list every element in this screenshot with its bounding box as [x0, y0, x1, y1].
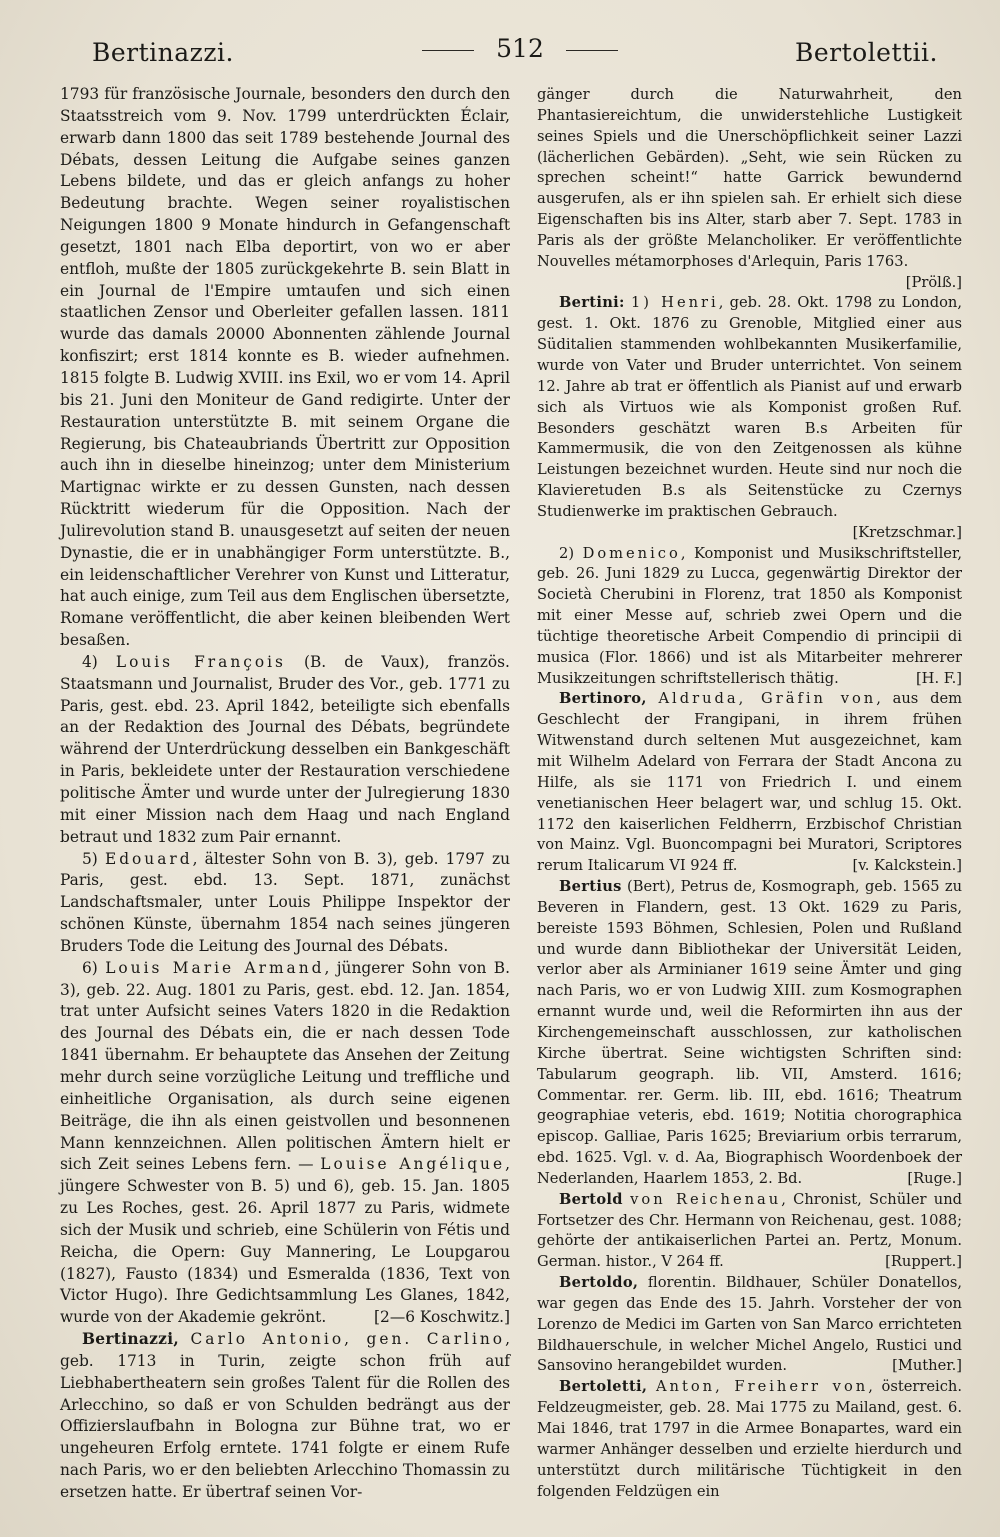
entry-number: 5): [82, 849, 98, 868]
header-right-catchword: Bertolettii.: [794, 38, 938, 67]
entry-number: 2): [559, 544, 575, 562]
entry-lemma: Bertinoro,: [559, 690, 647, 708]
entry-edouard: [60, 849, 510, 958]
entry-name: Anton, Freiherr von: [655, 1378, 869, 1396]
author-signature: [Ruppert.]: [885, 1253, 962, 1271]
entry-bertinazzi: [60, 1329, 510, 1504]
author-signature: [Kretzschmar.]: [852, 523, 962, 541]
entry-name: Aldruda, Gräfin von: [658, 690, 877, 708]
entry-name: Edouard: [104, 849, 193, 868]
entry-name: Carlo Antonio, gen. Carlino: [190, 1330, 506, 1349]
entry-text: (B. de Vaux), französ. Staatsmann und Journalist, Bruder des Vor., geb. 1771 zu Paris, gest. ebd. 23. April 1842, beteiligte sich ebenfalls an der Redaktion des Journal des Débats, begründete während der Unterdrückung desselben ein Bankgeschäft in Paris, bekleidete unter der Restauration verschiedene politische Ämter und wurde unter der Julregierung 1830 mit einer Mission nach dem Haag und nach England betraut und 1832 zum Pair ernannt.: [60, 652, 510, 846]
author-signature: [Muther.]: [892, 1357, 962, 1375]
entry-louis-francois: [60, 652, 510, 849]
entry-text: , geb. 28. Okt. 1798 zu London, gest. 1. Okt. 1876 zu Grenoble, Mitglied einer aus Süditalien stammenden wohlbekannten Musikerfamilie, wurde von Vater und Bruder unterrichtet. Von seinem 12. Jahre ab trat er öffentlich als Pianist auf und erwarb sich als Virtuos wie als Komponist großen Ruf. Besonders geschätzt waren B.s Arbeiten für Kammermusik, die von den Zeitgenossen als kühne Leistungen bezeichnet wurden. Heute sind nur noch die Klavieretuden B.s als Seitenstücke zu Czernys Studienwerke im praktischen Gebrauch.: [537, 294, 962, 520]
entry-text: (Bert), Petrus de, Kosmograph, geb. 1565 zu Beveren in Flandern, gest. 13 Okt. 1629 zu Paris, bereiste 1593 Böhmen, Schlesien, Polen und Rußland und wurde dann Bibliothekar der Universität Leiden, verlor aber als Arminianer 1619 seine Ämter und ging nach Paris, wo er von Ludwig XIII. zum Kosmographen ernannt wurde und, weil die Reformirten ihn aus der Kirchengemeinschaft ausschlossen, zur katholischen Kirche übertrat. Seine wichtigsten Schriften sind: Tabularum geograph. lib. VII, Amsterd. 1616; Commentar. rer. Germ. lib. III, ebd. 1616; Theatrum geographiae veteris, ebd. 1619; Notitia chorographica episcop. Galliae, Paris 1625; Breviarium orbis terrarum, ebd. 1625. Vgl. v. d. Aa, Biographisch Woordenboek der Nederlanden, Haarlem 1853, 2. Bd.: [537, 878, 962, 1187]
author-signature: [H. F.]: [915, 669, 962, 687]
entry-name: Louis François: [115, 652, 286, 671]
right-column: [537, 85, 962, 1502]
entry-bertold: [537, 1190, 962, 1273]
left-column: [60, 84, 510, 1504]
entry-text: , ältester Sohn von B. 3), geb. 1797 zu Paris, gest. ebd. 13. Sept. 1871, zunächst Landschaftsmaler, unter Louis Philippe Inspektor der schönen Künste, übernahm 1854 nach seines jüngeren Bruders Tode die Leitung des Journal des Débats.: [60, 849, 510, 955]
entry-lemma: Bertini:: [559, 294, 625, 312]
page-header: [0, 34, 1000, 74]
entry-bertinazzi-continuation: [537, 85, 962, 293]
entry-name: von Reichenau: [630, 1190, 782, 1208]
entry-name: Domenico: [582, 544, 681, 562]
author-signature: [v. Kalckstein.]: [852, 857, 962, 875]
entry-bertoletti: [537, 1377, 962, 1502]
entry-text: gänger durch die Naturwahrheit, den Phantasiereichtum, die unwiderstehliche Lustigkeit seines Spiels und die Unerschöpflichkeit seiner Lazzi (lächerlichen Gebärden). „Seht, wie sein Rücken zu sprechen scheint!“ hatte Garrick bewundernd ausgerufen, als er ihn spielen sah. Er erhielt sich diese Eigenschaften bis ins Alter, starb aber 7. Sept. 1783 in Paris als der größte Melancholiker. Er veröffentlichte Nouvelles métamorphoses d'Arlequin, Paris 1763.: [537, 86, 962, 270]
entry-text: , jüngere Schwester von B. 5) und 6), geb. 15. Jan. 1805 zu Les Roches, gest. 26. April 1877 zu Paris, widmete sich der Musik und schrieb, eine Schülerin von Fétis und Reicha, die Opern: Guy Mannering, Le Loupgarou (1827), Fausto (1834) und Esmeralda (1836, Text von Victor Hugo). Ihre Gedichtsammlung Les Glanes, 1842, wurde von der Akademie gekrönt.: [60, 1155, 510, 1327]
entry-lemma: Bertoletti,: [559, 1378, 648, 1396]
entry-bertius: [537, 877, 962, 1190]
entry-lemma: Bertius: [559, 878, 622, 896]
entry-text: , jüngerer Sohn von B. 3), geb. 22. Aug. 1801 zu Paris, gest. ebd. 12. Jan. 1854, trat unter Aufsicht seines Vaters 1820 in die Redaktion des Journal des Débats ein, die er nach dessen Tode 1841 übernahm. Er behauptete das Ansehen der Zeitung mehr durch seine vorzügliche Leitung und treffliche und einheitliche Organisation, als durch seine eigenen Beiträge, die ihn als einen geistvollen und besonnenen Mann kennzeichnen. Allen politischen Ämtern hielt er sich Zeit seines Lebens fern. —: [60, 958, 510, 1174]
entry-text: 1793 für französische Journale, besonders den durch den Staatsstreich vom 9. Nov. 1799 unterdrückten Éclair, erwarb dann 1800 das seit 1789 bestehende Journal des Débats, dessen Leitung die Aufgabe seines ganzen Lebens bildete, und das er gleich anfangs zu hoher Bedeutung brachte. Wegen seiner royalistischen Neigungen 1800 9 Monate hindurch in Gefangenschaft gesetzt, 1801 nach Elba deportirt, von wo er aber entfloh, mußte der 1805 zurückgekehrte B. sein Blatt in ein Journal de l'Empire umtaufen und sich einen staatlichen Zensor und Oberleiter gefallen lassen. 1811 wurde das damals 20000 Abonnenten zählende Journal konfiszirt; erst 1814 konnte es B. wieder aufnehmen. 1815 folgte B. Ludwig XVIII. ins Exil, wo er vom 14. April bis 21. Juni den Moniteur de Gand redigirte. Unter der Restauration unterstützte B. mit seinem Organe die Regierung, bis Chateaubriands Übertritt zur Opposition auch ihn in dieselbe hineinzog; unter dem Ministerium Martignac wirkte er zu dessen Gunsten, nach dessen Rücktritt wiederum für die Opposition. Nach der Julirevolution stand B. unausgesetzt auf seiten der neuen Dynastie, die er in unabhängiger Form unterstützte. B., ein leidenschaftlicher Verehrer von Kunst und Litteratur, hat auch einige, zum Teil aus dem Englischen übersetzte, Romane veröffentlicht, die aber keinen bleibenden Wert besaßen.: [60, 85, 510, 650]
entry-text: , geb. 1713 in Turin, zeigte schon früh auf Liebhabertheatern sein großes Talent für die Rollen des Arlecchino, so daß er von Schulden bedrängt aus der Offizierslaufbahn in Bologna zur Bühne trat, wo er ungeheuren Erfolg erntete. 1741 folgte er einem Rufe nach Paris, wo er den beliebten Arlecchino Thomassin zu ersetzen hatte. Er übertraf seinen Vor-: [60, 1330, 510, 1501]
author-signature: [Prölß.]: [905, 273, 962, 291]
entry-number: 6): [82, 958, 98, 977]
entry-bertoldo: [537, 1273, 962, 1377]
header-left-catchword: Bertinazzi.: [92, 38, 234, 67]
entry-text: , Komponist und Musikschriftsteller, geb. 26. Juni 1829 zu Lucca, gegenwärtig Direktor der Società Cherubini in Florenz, trat 1850 als Komponist mit einer Messe auf, schrieb zwei Opern und die tüchtige theoretische Arbeit Compendio di principii di musica (Flor. 1866) und ist als Mitarbeiter mehrerer Musikzeitungen schriftstellerisch thätig.: [537, 544, 963, 687]
entry-lemma: Bertoldo,: [559, 1274, 639, 1292]
entry-lemma: Bertinazzi,: [82, 1330, 180, 1349]
entry-louis-marie-armand: [60, 958, 510, 1329]
entry-continuation: [60, 84, 510, 652]
entry-text: , Chronist, Schüler und Fortsetzer des Chr. Hermann von Reichenau, gest. 1088; gehörte der antikaiserlichen Partei an. Pertz, Monum. German. histor., V 264 ff.: [537, 1190, 963, 1271]
entry-name: Louise Angélique: [320, 1155, 506, 1174]
entry-name: Louis Marie Armand: [105, 958, 325, 977]
entry-name: 1) Henri: [630, 294, 719, 312]
entry-lemma: Bertold: [559, 1190, 623, 1208]
entry-bertinoro: [537, 689, 962, 877]
entry-bertini-domenico: [537, 544, 962, 690]
entry-text: florentin. Bildhauer, Schüler Donatellos, war gegen das Ende des 15. Jahrh. Vorsteher der von Lorenzo de Medici im Garten von San Marco errichteten Bildhauerschule, in welcher Michel Angelo, Rustici und Sansovino herangebildet wurden.: [537, 1274, 962, 1375]
entry-number: 4): [82, 652, 98, 671]
page-number: 512: [440, 34, 600, 63]
author-signature: [Ruge.]: [907, 1169, 962, 1187]
author-signature: [2—6 Koschwitz.]: [374, 1308, 510, 1327]
entry-text: , aus dem Geschlecht der Frangipani, in ihrem frühen Witwenstand durch seltenen Mut ausgezeichnet, kam mit Wilhelm Adelard von Ferrara der Stadt Ancona zu Hilfe, als sie 1171 von Friedrich I. und einem venetianischen Heer belagert war, und schlug 15. Okt. 1172 den kaiserlichen Feldherrn, Erzbischof Christian von Mainz. Vgl. Buoncompagni bei Muratori, Scriptores rerum Italicarum VI 924 ff.: [537, 690, 962, 875]
entry-bertini-henri: [537, 293, 962, 543]
entry-text: , österreich. Feldzeugmeister, geb. 28. Mai 1775 zu Mailand, gest. 6. Mai 1846, trat 1797 in die Armee Bonapartes, ward ein warmer Anhänger desselben und erzielte hierdurch und unterstützt durch militärische Tüchtigkeit in den folgenden Feldzügen ein: [537, 1378, 963, 1500]
